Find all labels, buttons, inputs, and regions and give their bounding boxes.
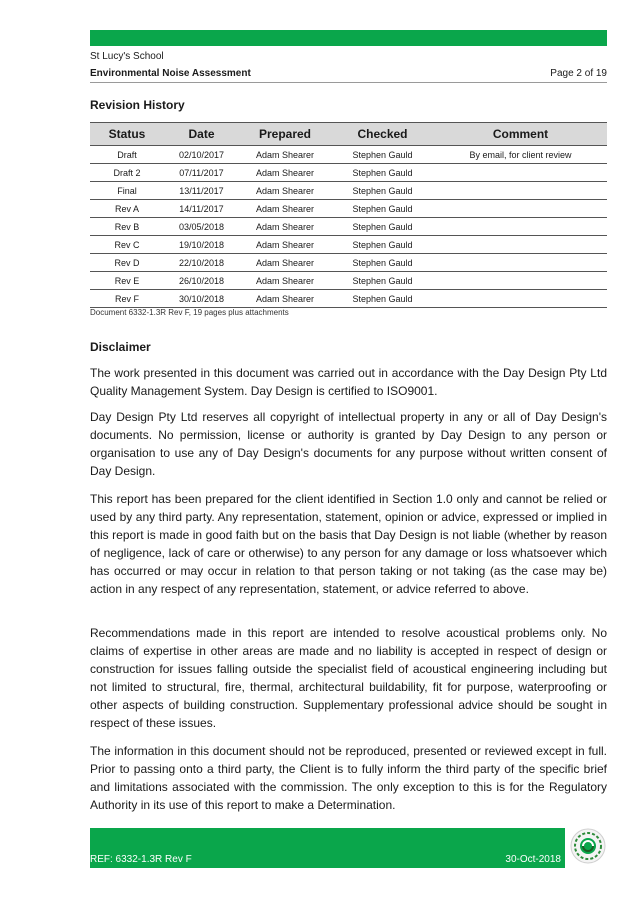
header-document-title: Environmental Noise Assessment xyxy=(90,68,251,79)
disclaimer-paragraph: Recommendations made in this report are intended to resolve acoustical problems only. No claims of expertise in other areas are made and no liability is accepted in respect of design or construction for issues falling outside the specialist field of acoustical engineering including but not limited to structural, fire, thermal, architectural buildability, fit for purpose, waterproofing or other aspects of building construction. Supplementary professional advice should be sought in respect of these issues. xyxy=(90,626,607,730)
cell-checked: Stephen Gauld xyxy=(331,218,434,236)
disclaimer-paragraph: Day Design Pty Ltd reserves all copyright of intellectual property in any or all of Day Design's documents. No permission, license or authority is granted by Day Design to any person or organisation to use any of Day Design's documents for any purpose without written consent of Day Design. xyxy=(90,410,607,478)
column-header-comment: Comment xyxy=(434,123,607,146)
cell-prepared: Adam Shearer xyxy=(239,200,331,218)
table-row xyxy=(90,272,607,290)
header-green-bar xyxy=(90,30,607,46)
table-row xyxy=(90,200,607,218)
cell-comment xyxy=(434,236,607,254)
column-header-date: Date xyxy=(164,123,239,146)
column-header-prepared: Prepared xyxy=(239,123,331,146)
table-row xyxy=(90,290,607,308)
table-row xyxy=(90,164,607,182)
disclaimer-heading: Disclaimer xyxy=(90,340,151,354)
header-school-name: St Lucy's School xyxy=(90,51,164,62)
cell-checked: Stephen Gauld xyxy=(331,254,434,272)
cell-date: 14/11/2017 xyxy=(164,200,239,218)
revision-history-table xyxy=(90,122,607,308)
cell-comment xyxy=(434,164,607,182)
header-divider xyxy=(90,82,607,83)
cell-date: 13/11/2017 xyxy=(164,182,239,200)
document-note: Document 6332-1.3R Rev F, 19 pages plus attachments xyxy=(90,308,289,317)
cell-status: Rev A xyxy=(90,200,164,218)
company-logo-icon xyxy=(570,828,606,864)
cell-date: 22/10/2018 xyxy=(164,254,239,272)
cell-comment xyxy=(434,290,607,308)
table-row xyxy=(90,236,607,254)
cell-date: 07/11/2017 xyxy=(164,164,239,182)
table-row xyxy=(90,182,607,200)
cell-prepared: Adam Shearer xyxy=(239,290,331,308)
cell-checked: Stephen Gauld xyxy=(331,236,434,254)
table-row xyxy=(90,254,607,272)
cell-prepared: Adam Shearer xyxy=(239,146,331,164)
disclaimer-paragraph: The work presented in this document was carried out in accordance with the Day Design Pty Ltd Quality Management System. Day Design is certified to ISO9001. xyxy=(90,366,607,398)
disclaimer-paragraph: The information in this document should not be reproduced, presented or reviewed except in full. Prior to passing onto a third party, the Client is to fully inform the third party of the specific brief and limitations associated with the commission. The only exception to this is for the Regulatory Authority in its use of this report to make a Determination. xyxy=(90,744,607,812)
cell-prepared: Adam Shearer xyxy=(239,218,331,236)
cell-status: Rev F xyxy=(90,290,164,308)
cell-prepared: Adam Shearer xyxy=(239,164,331,182)
header-page-number: Page 2 of 19 xyxy=(550,68,607,79)
cell-checked: Stephen Gauld xyxy=(331,200,434,218)
cell-status: Final xyxy=(90,182,164,200)
cell-checked: Stephen Gauld xyxy=(331,146,434,164)
cell-date: 03/05/2018 xyxy=(164,218,239,236)
footer-date: 30-Oct-2018 xyxy=(505,854,561,865)
cell-comment xyxy=(434,200,607,218)
cell-prepared: Adam Shearer xyxy=(239,254,331,272)
cell-comment xyxy=(434,218,607,236)
cell-prepared: Adam Shearer xyxy=(239,182,331,200)
column-header-checked: Checked xyxy=(331,123,434,146)
footer-green-bar xyxy=(90,828,565,868)
table-header-row xyxy=(90,123,607,146)
cell-checked: Stephen Gauld xyxy=(331,272,434,290)
cell-prepared: Adam Shearer xyxy=(239,272,331,290)
cell-checked: Stephen Gauld xyxy=(331,164,434,182)
cell-status: Rev D xyxy=(90,254,164,272)
cell-status: Rev E xyxy=(90,272,164,290)
cell-comment xyxy=(434,254,607,272)
cell-status: Rev B xyxy=(90,218,164,236)
cell-checked: Stephen Gauld xyxy=(331,290,434,308)
cell-date: 26/10/2018 xyxy=(164,272,239,290)
cell-comment: By email, for client review xyxy=(434,146,607,164)
cell-comment xyxy=(434,272,607,290)
cell-date: 30/10/2018 xyxy=(164,290,239,308)
cell-checked: Stephen Gauld xyxy=(331,182,434,200)
cell-status: Draft 2 xyxy=(90,164,164,182)
cell-status: Rev C xyxy=(90,236,164,254)
footer-reference: REF: 6332-1.3R Rev F xyxy=(90,854,192,865)
cell-comment xyxy=(434,182,607,200)
cell-date: 02/10/2017 xyxy=(164,146,239,164)
table-row xyxy=(90,218,607,236)
cell-date: 19/10/2018 xyxy=(164,236,239,254)
disclaimer-paragraph: This report has been prepared for the client identified in Section 1.0 only and cannot be relied or used by any third party. Any representation, statement, opinion or advice, expressed or implied in this report is made in good faith but on the basis that Day Design is not liable (whether by reason of negligence, lack of care or otherwise) to any person for any damage or loss whatsoever which has occurred or may occur in relation to that person taking or not taking (as the case may be) action in any respect of any representation, statement, or advice referred to above. xyxy=(90,492,607,596)
revision-history-heading: Revision History xyxy=(90,98,185,112)
cell-prepared: Adam Shearer xyxy=(239,236,331,254)
cell-status: Draft xyxy=(90,146,164,164)
column-header-status: Status xyxy=(90,123,164,146)
table-row xyxy=(90,146,607,164)
